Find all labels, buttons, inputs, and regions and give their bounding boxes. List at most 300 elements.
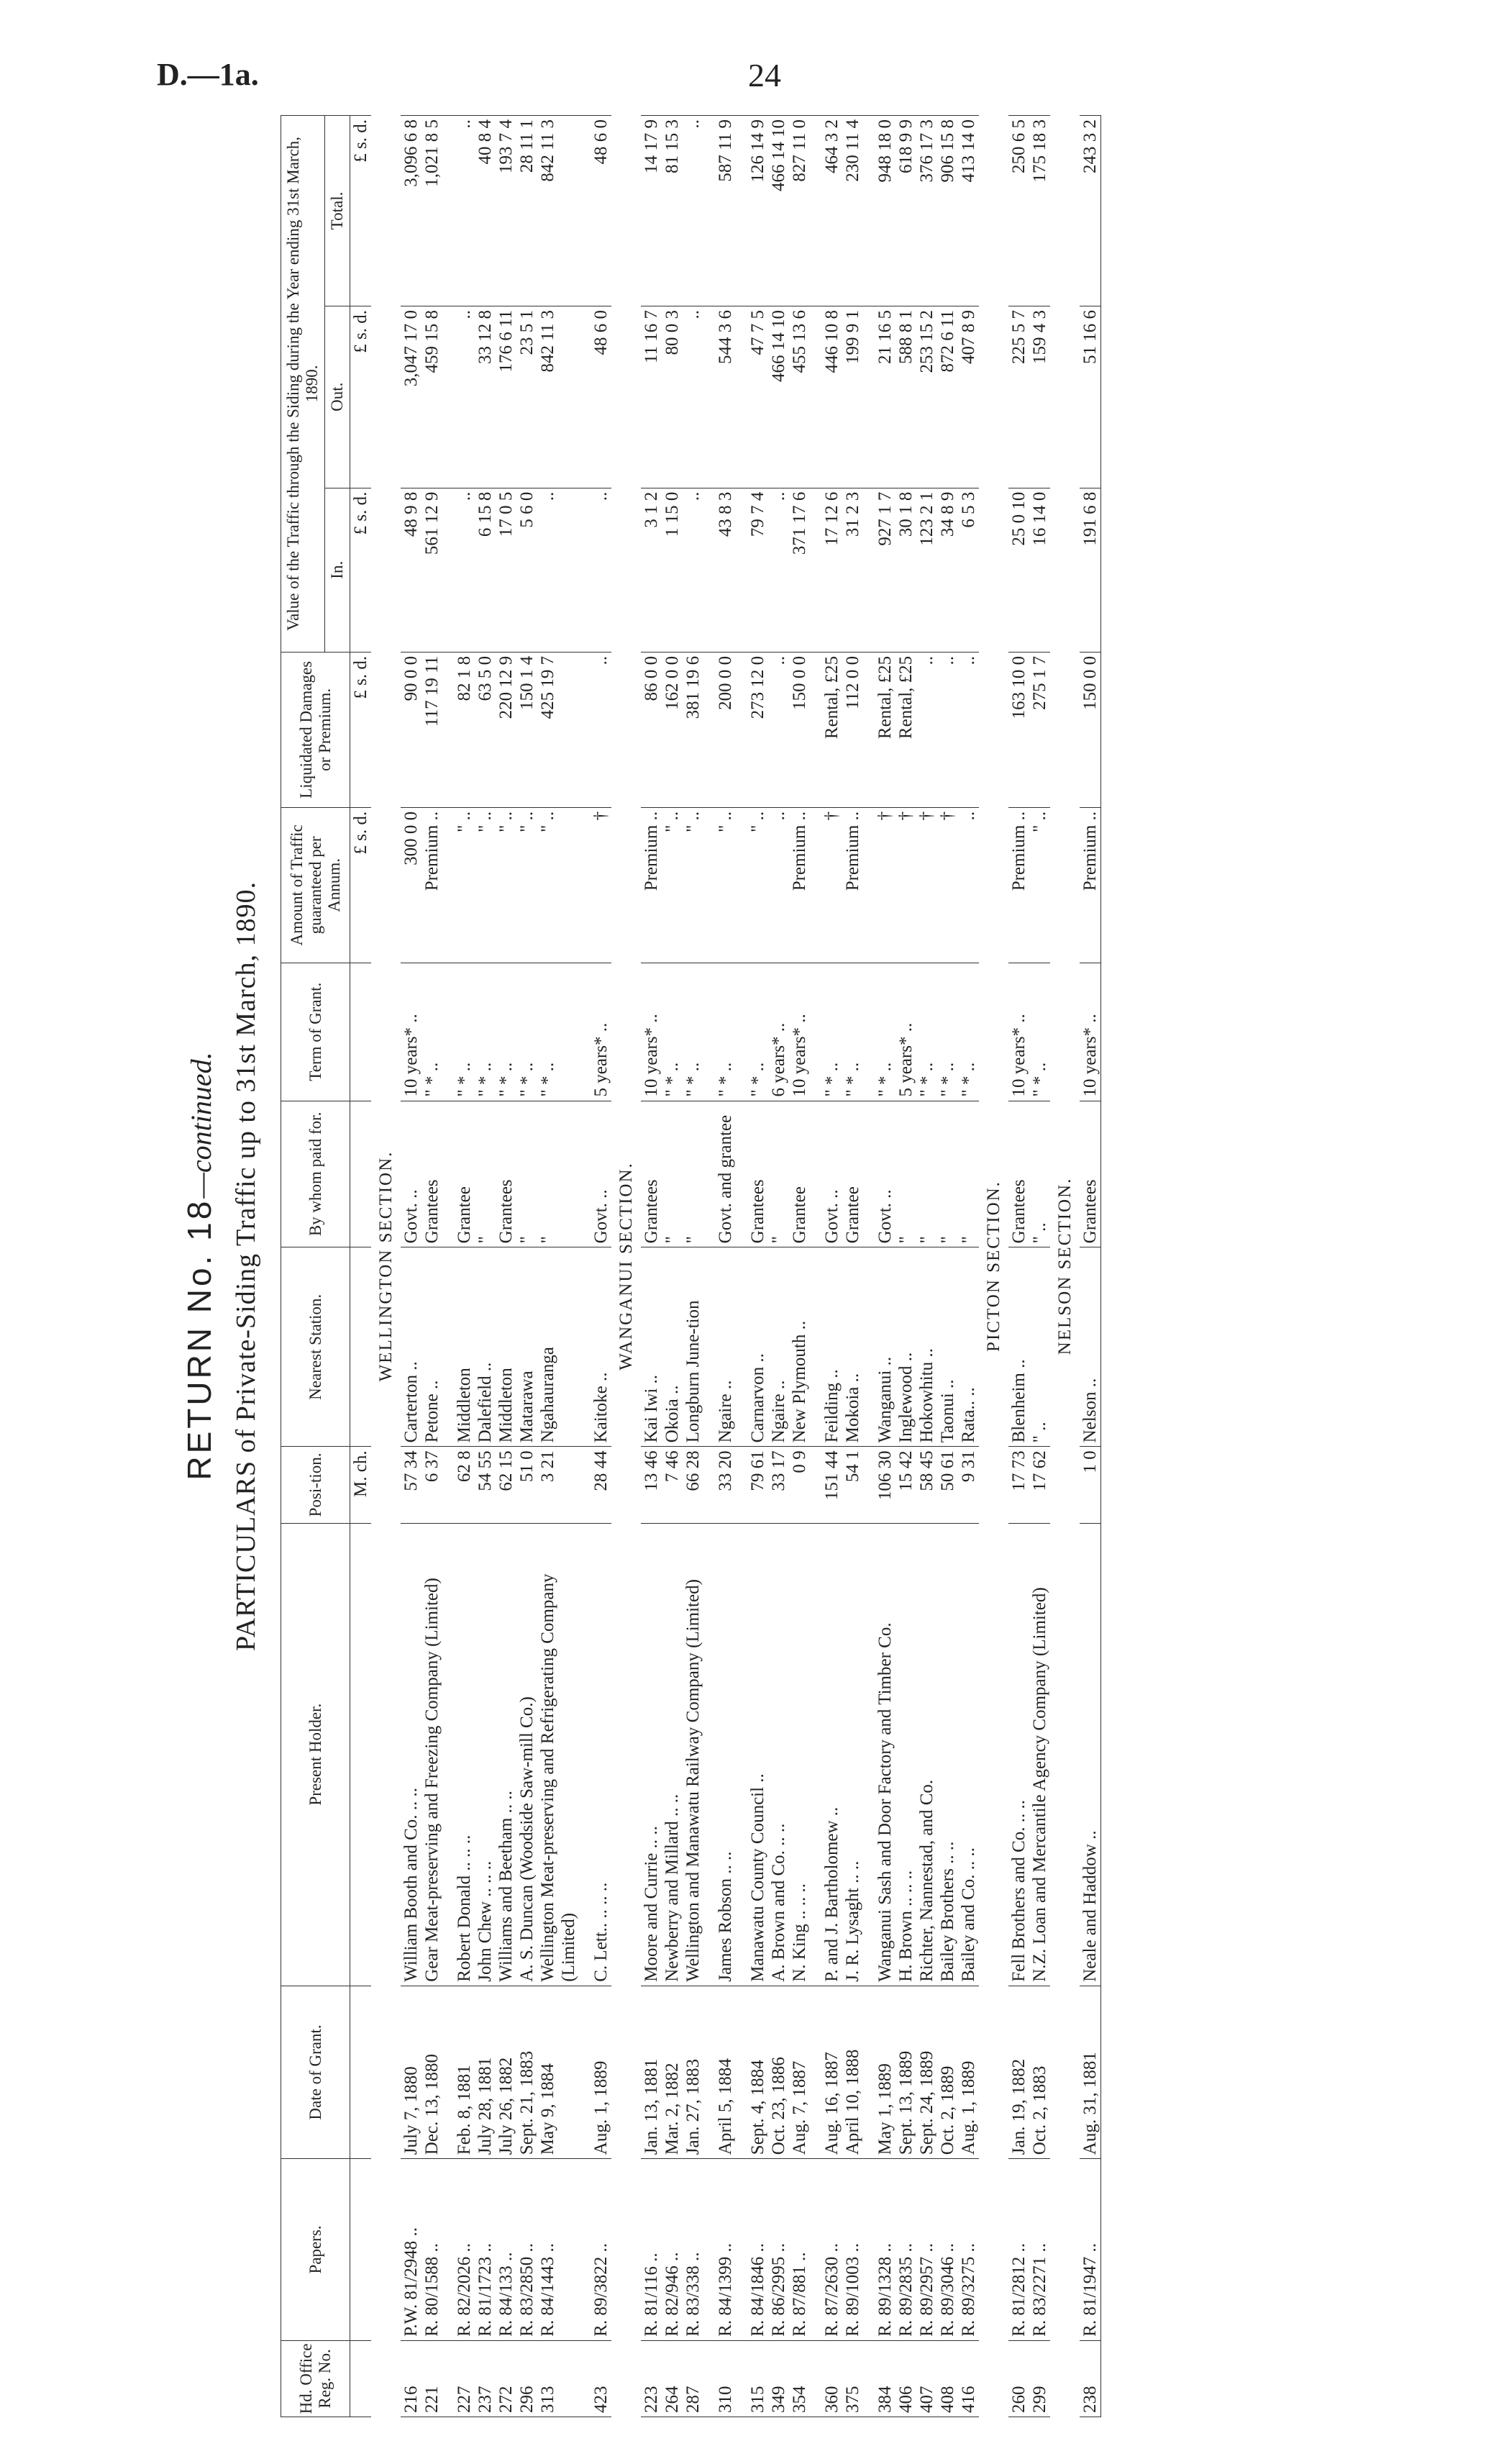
cell-value-in: 1 15 0	[662, 488, 683, 652]
page-header	[0, 0, 1504, 108]
cell-position: 33 17	[768, 1447, 789, 1523]
cell-date: Oct. 2, 1889	[937, 1986, 958, 2158]
cell-liquidated: ..	[768, 652, 789, 807]
spacer-cell	[579, 652, 591, 807]
cell-value-total: 376 17 3	[916, 116, 937, 306]
cell-reg-no: 416	[958, 2340, 979, 2417]
cell-station: Taonui ..	[937, 1247, 958, 1447]
cell-value-out: 455 13 6	[789, 306, 810, 488]
cell-papers: R. 81/2812 ..	[1008, 2159, 1029, 2341]
cell-paid-by: Grantees	[1008, 1101, 1029, 1247]
table-row	[1080, 116, 1101, 2417]
cell-reg-no: 408	[937, 2340, 958, 2417]
cell-date: Aug. 7, 1887	[789, 1986, 810, 2158]
cell-liquidated: 90 0 0	[401, 652, 421, 807]
cell-value-in: ..	[591, 488, 611, 652]
cell-reg-no: 423	[591, 2340, 611, 2417]
cell-paid-by: Govt. and grantee	[715, 1101, 736, 1247]
cell-value-total: 126 14 9	[747, 116, 768, 306]
cell-value-out: 3,047 17 0	[401, 306, 421, 488]
cell-date: Oct. 23, 1886	[768, 1986, 789, 2158]
cell-liquidated: 200 0 0	[715, 652, 736, 807]
cell-value-out: 33 12 8	[475, 306, 496, 488]
cell-papers: R. 84/133 ..	[496, 2159, 516, 2341]
cell-liquidated: 86 0 0	[641, 652, 662, 807]
cell-position: 79 61	[747, 1447, 768, 1523]
cell-date: Jan. 19, 1882	[1008, 1986, 1029, 2158]
cell-paid-by: "	[895, 1101, 916, 1247]
unit-lsd-in: £ s. d.	[350, 488, 372, 652]
units-row	[350, 116, 372, 2417]
cell-value-out: 842 11 3	[537, 306, 579, 488]
col-date-of-grant: Date of Grant.	[281, 1986, 350, 2158]
cell-value-out: 21 16 5	[875, 306, 895, 488]
cell-reg-no: 238	[1080, 2340, 1101, 2417]
spacer-cell	[736, 807, 747, 963]
cell-value-in: ..	[768, 488, 789, 652]
cell-liquidated: 82 1 8	[454, 652, 475, 807]
spacer-cell	[703, 2340, 715, 2417]
cell-amount: " ..	[1029, 807, 1050, 963]
spacer-cell	[703, 807, 715, 963]
cell-papers: R. 80/1588 ..	[421, 2159, 442, 2341]
cell-date: April 5, 1884	[715, 1986, 736, 2158]
spacer-cell	[736, 1447, 747, 1523]
cell-reg-no: 299	[1029, 2340, 1050, 2417]
cell-paid-by: " ..	[1029, 1101, 1050, 1247]
cell-date: Aug. 1, 1889	[591, 1986, 611, 2158]
cell-station: Middleton	[496, 1247, 516, 1447]
cell-paid-by: Govt. ..	[875, 1101, 895, 1247]
cell-station: Inglewood ..	[895, 1247, 916, 1447]
spacer-cell	[703, 2159, 715, 2341]
cell-station: Rata.. ..	[958, 1247, 979, 1447]
col-amount-guaranteed: Amount of Traffic guaranteed per Annum.	[281, 807, 350, 963]
cell-reg-no: 287	[683, 2340, 703, 2417]
cell-papers: R. 84/1443 ..	[537, 2159, 579, 2341]
cell-date: Aug. 16, 1887	[821, 1986, 842, 2158]
cell-paid-by: Grantees	[1080, 1101, 1101, 1247]
cell-term: " * ..	[662, 963, 683, 1101]
cell-date: Mar. 2, 1882	[662, 1986, 683, 2158]
spacer-cell	[442, 116, 454, 306]
cell-date: Aug. 1, 1889	[958, 1986, 979, 2158]
cell-liquidated: 381 19 6	[683, 652, 703, 807]
spacer-cell	[736, 306, 747, 488]
return-title-continued: —continued.	[185, 1052, 217, 1199]
cell-position: 7 46	[662, 1447, 683, 1523]
cell-paid-by: Grantee	[789, 1101, 810, 1247]
cell-value-out: 446 10 8	[821, 306, 842, 488]
spacer-cell	[579, 807, 591, 963]
cell-paid-by: "	[768, 1101, 789, 1247]
cell-reg-no: 384	[875, 2340, 895, 2417]
cell-value-total: 413 14 0	[958, 116, 979, 306]
section-row	[611, 116, 641, 2417]
cell-term: " * ..	[937, 963, 958, 1101]
cell-date: Sept. 24, 1889	[916, 1986, 937, 2158]
cell-value-in: 6 5 3	[958, 488, 979, 652]
table-row	[475, 116, 496, 2417]
cell-position: 9 31	[958, 1447, 979, 1523]
cell-value-total: 1,021 8 5	[421, 116, 442, 306]
cell-amount: ..	[768, 807, 789, 963]
cell-station: Longburn June-tion	[683, 1247, 703, 1447]
col-paid-by: By whom paid for.	[281, 1101, 350, 1247]
cell-date: July 7, 1880	[401, 1986, 421, 2158]
spacer-cell	[442, 963, 454, 1101]
spacer-cell	[442, 306, 454, 488]
cell-value-in: 16 14 0	[1029, 488, 1050, 652]
cell-value-in: 25 0 10	[1008, 488, 1029, 652]
cell-paid-by: "	[475, 1101, 496, 1247]
cell-holder: Newberry and Millard .. ..	[662, 1523, 683, 1986]
cell-position: 151 44	[821, 1447, 842, 1523]
cell-reg-no: 375	[842, 2340, 863, 2417]
cell-amount: Premium ..	[1080, 807, 1101, 963]
cell-station: Ngahauranga	[537, 1247, 579, 1447]
spacer-cell	[736, 963, 747, 1101]
table-row	[421, 116, 442, 2417]
cell-holder: Wanganui Sash and Door Factory and Timber Co.	[875, 1523, 895, 1986]
cell-paid-by: Govt. ..	[401, 1101, 421, 1247]
cell-papers: R. 87/881 ..	[789, 2159, 810, 2341]
col-in: In.	[325, 488, 350, 652]
cell-papers: R. 86/2995 ..	[768, 2159, 789, 2341]
cell-liquidated: 150 0 0	[789, 652, 810, 807]
cell-papers: R. 89/3275 ..	[958, 2159, 979, 2341]
cell-term: 6 years* ..	[768, 963, 789, 1101]
cell-date: May 1, 1889	[875, 1986, 895, 2158]
col-position: Posi-tion.	[281, 1447, 350, 1523]
cell-value-total: 3,096 6 8	[401, 116, 421, 306]
spacer-row	[703, 116, 715, 2417]
cell-papers: R. 84/1399 ..	[715, 2159, 736, 2341]
cell-amount: " ..	[683, 807, 703, 963]
table-row	[537, 116, 579, 2417]
cell-holder: N.Z. Loan and Mercantile Agency Company (Limited)	[1029, 1523, 1050, 1986]
cell-liquidated: ..	[916, 652, 937, 807]
spacer-cell	[863, 116, 875, 306]
cell-paid-by: Grantees	[421, 1101, 442, 1247]
cell-papers: R. 82/946 ..	[662, 2159, 683, 2341]
spacer-cell	[703, 116, 715, 306]
spacer-cell	[442, 1523, 454, 1986]
cell-value-total: 587 11 9	[715, 116, 736, 306]
spacer-cell	[863, 1447, 875, 1523]
cell-value-out: 588 8 1	[895, 306, 916, 488]
cell-liquidated: 150 1 4	[516, 652, 537, 807]
spacer-cell	[442, 2340, 454, 2417]
cell-liquidated: 220 12 9	[496, 652, 516, 807]
cell-term: " * ..	[454, 963, 475, 1101]
cell-amount: " ..	[475, 807, 496, 963]
spacer-cell	[736, 488, 747, 652]
cell-term: " * ..	[842, 963, 863, 1101]
private-siding-table	[281, 115, 1101, 2417]
cell-term: " * ..	[1029, 963, 1050, 1101]
spacer-cell	[810, 2340, 821, 2417]
spacer-cell	[442, 1101, 454, 1247]
col-present-holder: Present Holder.	[281, 1523, 350, 1986]
cell-holder: Wellington and Manawatu Railway Company (Limited)	[683, 1523, 703, 1986]
cell-term: " * ..	[715, 963, 736, 1101]
spacer-cell	[703, 963, 715, 1101]
spacer-cell	[442, 1247, 454, 1447]
spacer-cell	[579, 2340, 591, 2417]
spacer-cell	[736, 2159, 747, 2341]
cell-holder: Robert Donald .. .. ..	[454, 1523, 475, 1986]
cell-value-out: 176 6 11	[496, 306, 516, 488]
cell-term: " * ..	[683, 963, 703, 1101]
cell-station: Carnarvon ..	[747, 1247, 768, 1447]
cell-papers: R. 81/1947 ..	[1080, 2159, 1101, 2341]
spacer-cell	[810, 1247, 821, 1447]
cell-paid-by: "	[937, 1101, 958, 1247]
cell-value-in: 6 15 8	[475, 488, 496, 652]
cell-value-out: 47 7 5	[747, 306, 768, 488]
cell-position: 3 21	[537, 1447, 579, 1523]
cell-value-in: 17 12 6	[821, 488, 842, 652]
spacer-cell	[736, 1101, 747, 1247]
cell-value-out: 51 16 6	[1080, 306, 1101, 488]
cell-amount: " ..	[537, 807, 579, 963]
cell-position: 62 8	[454, 1447, 475, 1523]
section-row	[1050, 116, 1080, 2417]
cell-liquidated: 425 19 7	[537, 652, 579, 807]
cell-value-out: 225 5 7	[1008, 306, 1029, 488]
return-subtitle: PARTICULARS of Private-Siding Traffic up to 31st March, 1890.	[231, 881, 261, 1651]
table-row	[895, 116, 916, 2417]
cell-station: Ngaire ..	[768, 1247, 789, 1447]
cell-term: " * ..	[421, 963, 442, 1101]
cell-term: " * ..	[958, 963, 979, 1101]
cell-value-out: 11 16 7	[641, 306, 662, 488]
cell-liquidated: 273 12 0	[747, 652, 768, 807]
spacer-cell	[703, 1523, 715, 1986]
table-row	[641, 116, 662, 2417]
cell-liquidated: 63 5 0	[475, 652, 496, 807]
cell-position: 33 20	[715, 1447, 736, 1523]
cell-value-total: 948 18 0	[875, 116, 895, 306]
cell-holder: Wellington Meat-preserving and Refrigerating Company (Limited)	[537, 1523, 579, 1986]
cell-station: Feilding ..	[821, 1247, 842, 1447]
cell-position: 62 15	[496, 1447, 516, 1523]
cell-value-total: 618 9 9	[895, 116, 916, 306]
section-heading: NELSON SECTION.	[1055, 1177, 1075, 1355]
cell-term: 10 years* ..	[1080, 963, 1101, 1101]
table-row	[842, 116, 863, 2417]
spacer-cell	[863, 1101, 875, 1247]
cell-position: 15 42	[895, 1447, 916, 1523]
cell-amount: " ..	[516, 807, 537, 963]
cell-station: Nelson ..	[1080, 1247, 1101, 1447]
cell-paid-by: "	[516, 1101, 537, 1247]
spacer-cell	[442, 1447, 454, 1523]
cell-term: " * ..	[875, 963, 895, 1101]
cell-position: 6 37	[421, 1447, 442, 1523]
unit-miles-chains: M. ch.	[350, 1447, 372, 1523]
cell-papers: R. 82/2026 ..	[454, 2159, 475, 2341]
cell-value-total: 175 18 3	[1029, 116, 1050, 306]
cell-paid-by: Grantees	[496, 1101, 516, 1247]
cell-paid-by: Govt. ..	[591, 1101, 611, 1247]
cell-papers: R. 83/2271 ..	[1029, 2159, 1050, 2341]
table-row	[1029, 116, 1050, 2417]
cell-liquidated: ..	[591, 652, 611, 807]
cell-amount: †	[916, 807, 937, 963]
cell-amount: Premium ..	[641, 807, 662, 963]
table-row	[958, 116, 979, 2417]
cell-liquidated: 162 0 0	[662, 652, 683, 807]
spacer-cell	[442, 1986, 454, 2158]
cell-value-out: 199 9 1	[842, 306, 863, 488]
spacer-cell	[579, 1447, 591, 1523]
spacer-cell	[810, 652, 821, 807]
cell-value-in: 79 7 4	[747, 488, 768, 652]
spacer-cell	[736, 652, 747, 807]
cell-amount: †	[591, 807, 611, 963]
spacer-cell	[579, 116, 591, 306]
cell-holder: Manawatu County Council ..	[747, 1523, 768, 1986]
cell-date: July 26, 1882	[496, 1986, 516, 2158]
cell-date: Aug. 31, 1881	[1080, 1986, 1101, 2158]
spacer-cell	[579, 488, 591, 652]
col-nearest-station: Nearest Station.	[281, 1247, 350, 1447]
spacer-cell	[736, 1523, 747, 1986]
cell-date: Sept. 21, 1883	[516, 1986, 537, 2158]
cell-holder: James Robson .. ..	[715, 1523, 736, 1986]
cell-papers: R. 84/1846 ..	[747, 2159, 768, 2341]
cell-reg-no: 360	[821, 2340, 842, 2417]
cell-value-out: 253 15 2	[916, 306, 937, 488]
cell-value-total: ..	[683, 116, 703, 306]
cell-amount: †	[895, 807, 916, 963]
cell-papers: R. 87/2630 ..	[821, 2159, 842, 2341]
cell-value-out: 80 0 3	[662, 306, 683, 488]
cell-papers: R. 83/2850 ..	[516, 2159, 537, 2341]
cell-term: " * ..	[496, 963, 516, 1101]
cell-position: 13 46	[641, 1447, 662, 1523]
spacer-cell	[442, 488, 454, 652]
cell-date: April 10, 1888	[842, 1986, 863, 2158]
cell-amount: †	[821, 807, 842, 963]
spacer-cell	[579, 306, 591, 488]
cell-value-out: 459 15 8	[421, 306, 442, 488]
cell-value-total: 28 11 1	[516, 116, 537, 306]
cell-paid-by: "	[916, 1101, 937, 1247]
cell-amount: 300 0 0	[401, 807, 421, 963]
table-row	[662, 116, 683, 2417]
cell-term: " * ..	[537, 963, 579, 1101]
cell-paid-by: Govt. ..	[821, 1101, 842, 1247]
spacer-cell	[703, 1101, 715, 1247]
cell-value-total: 842 11 3	[537, 116, 579, 306]
spacer-cell	[579, 1101, 591, 1247]
spacer-cell	[863, 2340, 875, 2417]
cell-term: 10 years* ..	[641, 963, 662, 1101]
table-row	[454, 116, 475, 2417]
cell-station: Kai Iwi ..	[641, 1247, 662, 1447]
cell-station: Middleton	[454, 1247, 475, 1447]
table-row	[591, 116, 611, 2417]
cell-value-in: 123 2 1	[916, 488, 937, 652]
cell-paid-by: Grantee	[842, 1101, 863, 1247]
col-reg-no: Hd. Office Reg. No.	[281, 2340, 350, 2417]
cell-term: " * ..	[821, 963, 842, 1101]
spacer-row	[810, 116, 821, 2417]
cell-liquidated: Rental, £25	[875, 652, 895, 807]
cell-value-total: 243 3 2	[1080, 116, 1101, 306]
cell-value-in: 371 17 6	[789, 488, 810, 652]
spacer-cell	[736, 116, 747, 306]
cell-value-in: 191 6 8	[1080, 488, 1101, 652]
cell-station: Hokowhitu ..	[916, 1247, 937, 1447]
cell-holder: Neale and Haddow ..	[1080, 1523, 1101, 1986]
rotated-table-page	[158, 115, 1496, 2417]
cell-date: Oct. 2, 1883	[1029, 1986, 1050, 2158]
table-row	[496, 116, 516, 2417]
cell-papers: R. 81/116 ..	[641, 2159, 662, 2341]
table-row	[401, 116, 421, 2417]
table-row	[821, 116, 842, 2417]
cell-amount: Premium ..	[421, 807, 442, 963]
spacer-cell	[442, 2159, 454, 2341]
spacer-row	[579, 116, 591, 2417]
spacer-cell	[810, 807, 821, 963]
cell-paid-by: Grantees	[641, 1101, 662, 1247]
cell-liquidated: 112 0 0	[842, 652, 863, 807]
cell-holder: H. Brown .. .. ..	[895, 1523, 916, 1986]
col-total: Total.	[325, 116, 350, 306]
cell-reg-no: 315	[747, 2340, 768, 2417]
cell-station: New Plymouth ..	[789, 1247, 810, 1447]
spacer-cell	[810, 1447, 821, 1523]
cell-reg-no: 407	[916, 2340, 937, 2417]
cell-position: 51 0	[516, 1447, 537, 1523]
cell-reg-no: 216	[401, 2340, 421, 2417]
cell-value-out: ..	[454, 306, 475, 488]
cell-position: 54 1	[842, 1447, 863, 1523]
cell-value-total: 193 7 4	[496, 116, 516, 306]
cell-value-total: 906 15 8	[937, 116, 958, 306]
cell-value-in: 30 1 8	[895, 488, 916, 652]
spacer-cell	[863, 306, 875, 488]
spacer-cell	[863, 807, 875, 963]
cell-station: " ..	[1029, 1247, 1050, 1447]
cell-amount: " ..	[454, 807, 475, 963]
cell-position: 106 30	[875, 1447, 895, 1523]
cell-amount: " ..	[715, 807, 736, 963]
spacer-cell	[810, 2159, 821, 2341]
cell-papers: R. 89/2835 ..	[895, 2159, 916, 2341]
cell-liquidated: Rental, £25	[895, 652, 916, 807]
table-row	[715, 116, 736, 2417]
spacer-cell	[579, 2159, 591, 2341]
cell-amount: †	[875, 807, 895, 963]
section-heading: WELLINGTON SECTION.	[376, 1150, 396, 1382]
cell-reg-no: 406	[895, 2340, 916, 2417]
cell-value-out: 544 3 6	[715, 306, 736, 488]
cell-holder: A. Brown and Co. .. ..	[768, 1523, 789, 1986]
unit-lsd-total: £ s. d.	[350, 116, 372, 306]
col-traffic-value: Value of the Traffic through the Siding during the Year ending 31st March, 1890.	[281, 116, 325, 653]
spacer-cell	[863, 1523, 875, 1986]
cell-position: 66 28	[683, 1447, 703, 1523]
cell-holder: William Booth and Co. .. ..	[401, 1523, 421, 1986]
return-title-main: RETURN No. 18	[181, 1198, 218, 1481]
table-row	[1008, 116, 1029, 2417]
